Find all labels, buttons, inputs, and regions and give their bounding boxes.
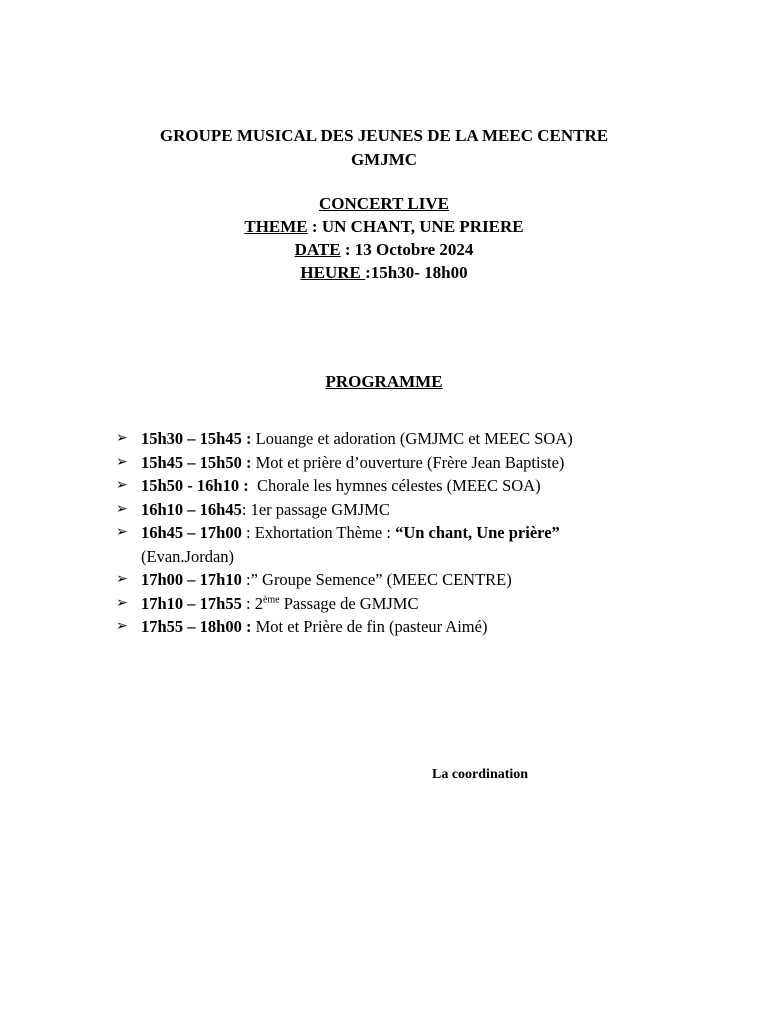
program-item <box>116 451 736 475</box>
item-separator: : <box>241 429 256 448</box>
date-separator: : <box>340 240 355 259</box>
program-item <box>116 615 736 639</box>
signature: La coordination <box>432 767 529 782</box>
item-text: ” Groupe Semence” (MEEC CENTRE) <box>250 570 512 589</box>
item-time: 17h00 – 17h10 <box>141 570 242 589</box>
theme-separator: : <box>307 217 322 236</box>
item-text: Chorale les hymnes célestes (MEEC SOA) <box>256 476 541 495</box>
program-item <box>116 592 736 616</box>
item-separator: : <box>241 570 251 589</box>
item-separator: : <box>241 452 256 472</box>
date-value: 13 Octobre 2024 <box>354 240 474 259</box>
item-speaker: (Evan.Jordan) <box>141 546 235 566</box>
item-time: 15h30 – 15h45 <box>141 429 242 448</box>
item-text: Mot et Prière de fin (pasteur Aimé) <box>255 617 488 636</box>
item-separator: : <box>241 593 255 613</box>
item-superscript: ème <box>262 594 280 605</box>
item-time: 15h45 – 15h50 <box>141 452 242 472</box>
item-time: 17h55 – 18h00 <box>141 617 242 636</box>
arrow-bullet-icon: ➢ <box>116 430 128 446</box>
theme-value: UN CHANT, UNE PRIERE <box>321 217 524 236</box>
item-text: Exhortation Thème : <box>254 523 396 542</box>
arrow-bullet-icon: ➢ <box>116 524 128 540</box>
event-info <box>0 192 768 284</box>
program-title: PROGRAMME <box>325 372 443 391</box>
organization-name: GROUPE MUSICAL DES JEUNES DE LA MEEC CENTRE <box>159 126 609 145</box>
organization-acronym: GMJMC <box>350 150 418 169</box>
item-time: 16h10 – 16h45 <box>141 499 242 519</box>
program-list <box>116 427 736 639</box>
document-header <box>0 124 768 172</box>
arrow-bullet-icon: ➢ <box>116 500 128 517</box>
item-text: Mot et prière d’ouverture (Frère Jean Baptiste) <box>255 452 565 472</box>
item-time: 17h10 – 17h55 <box>141 593 242 613</box>
item-separator: : <box>239 476 257 495</box>
heure-label: HEURE <box>300 263 366 282</box>
item-text: Passage de GMJMC <box>279 593 419 613</box>
arrow-bullet-icon: ➢ <box>116 477 128 493</box>
heure-separator: : <box>365 263 371 282</box>
item-number: 2 <box>254 593 263 613</box>
arrow-bullet-icon: ➢ <box>116 453 128 470</box>
theme-line <box>0 215 768 238</box>
date-line <box>0 238 768 261</box>
theme-label: THEME <box>244 217 308 236</box>
item-separator: : <box>241 523 255 542</box>
item-text: Louange et adoration (GMJMC et MEEC SOA) <box>255 429 573 448</box>
event-title: CONCERT LIVE <box>319 194 449 213</box>
time-line <box>0 261 768 284</box>
arrow-bullet-icon: ➢ <box>116 571 128 587</box>
program-item <box>116 568 736 592</box>
item-separator: : <box>241 499 251 519</box>
date-label: DATE <box>294 240 341 259</box>
arrow-bullet-icon: ➢ <box>116 618 128 634</box>
program-item <box>116 521 736 568</box>
program-item <box>116 474 736 498</box>
item-time: 16h45 – 17h00 <box>141 523 242 542</box>
heure-value: 15h30- 18h00 <box>370 263 468 282</box>
item-time: 15h50 - 16h10 <box>141 476 240 495</box>
arrow-bullet-icon: ➢ <box>116 594 128 611</box>
program-item <box>116 427 736 451</box>
program-item <box>116 498 736 522</box>
item-text: 1er passage GMJMC <box>250 499 390 519</box>
item-separator: : <box>241 617 256 636</box>
item-theme-quote: “Un chant, Une prière” <box>395 523 560 542</box>
